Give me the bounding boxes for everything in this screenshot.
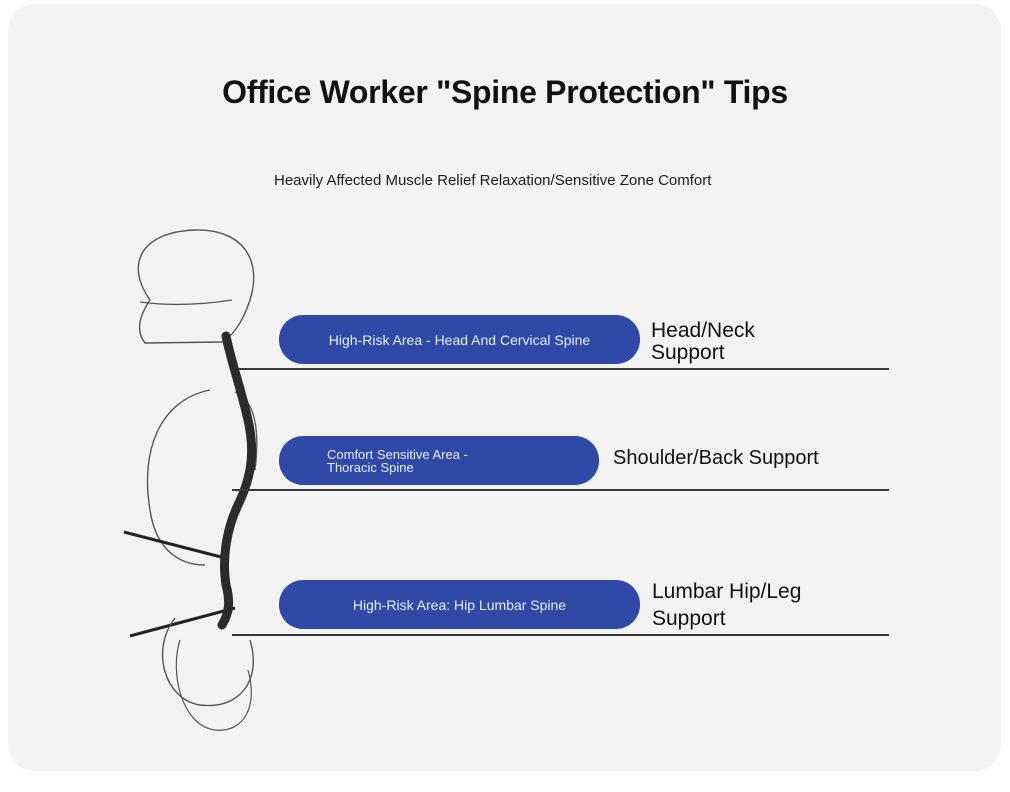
spine-line	[222, 336, 252, 625]
divider-hip	[232, 634, 889, 636]
jaw-line	[140, 300, 232, 304]
zone-support-head: Head/Neck Support	[651, 319, 755, 364]
zone-pill-hip	[279, 580, 640, 629]
zone-support-hip: Lumbar Hip/Leg Support	[652, 580, 802, 630]
head-outline	[138, 230, 253, 343]
page-title: Office Worker "Spine Protection" Tips	[222, 74, 788, 110]
divider-head	[238, 368, 889, 370]
zone-support-back: Shoulder/Back Support	[613, 447, 819, 469]
divider-back	[232, 489, 889, 491]
zone-area-label: Comfort Sensitive Area - Thoracic Spine	[327, 446, 468, 475]
zone-area-label: High-Risk Area: Hip Lumbar Spine	[352, 596, 567, 613]
zone-area-label: High-Risk Area - Head And Cervical Spine	[328, 331, 591, 348]
thigh-outline	[176, 640, 251, 730]
back-outline	[148, 390, 211, 565]
page-subtitle: Heavily Affected Muscle Relief Relaxation/Sensitive Zone Comfort	[274, 172, 712, 189]
zone-pill-back	[279, 436, 599, 485]
zone-pill-head	[279, 315, 640, 364]
arm-line	[124, 532, 225, 558]
